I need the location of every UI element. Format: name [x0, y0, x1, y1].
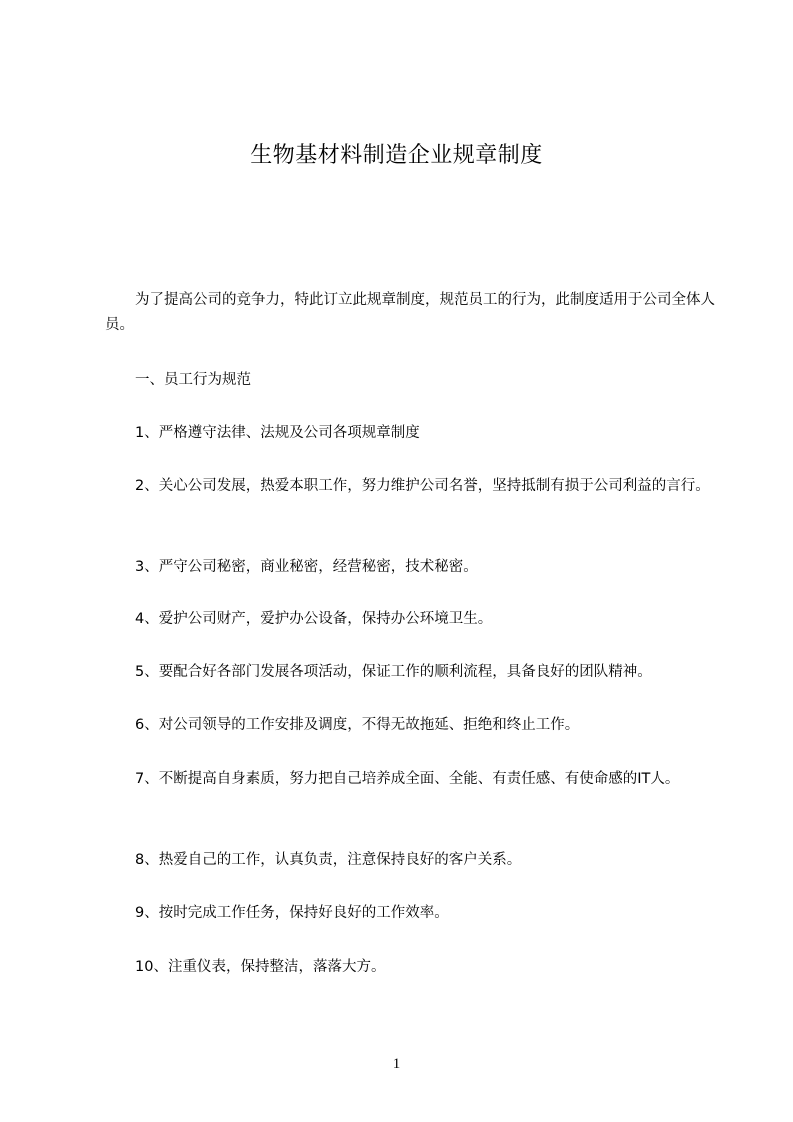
list-item: 4、爱护公司财产，爱护办公设备，保持办公环境卫生。: [135, 611, 493, 627]
list-item: 6、对公司领导的工作安排及调度，不得无故拖延、拒绝和终止工作。: [135, 717, 580, 733]
list-item: 8、热爱自己的工作，认真负责，注意保持良好的客户关系。: [135, 852, 522, 868]
list-item: 1、严格遵守法律、法规及公司各项规章制度: [135, 425, 420, 441]
intro-paragraph: 为了提高公司的竞争力，特此订立此规章制度，规范员工的行为，此制度适用于公司全体人员。: [105, 292, 715, 333]
list-item: 3、严守公司秘密，商业秘密，经营秘密，技术秘密。: [135, 559, 478, 575]
list-item: 10、注重仪表，保持整洁，落落大方。: [135, 959, 386, 975]
page-number: 1: [392, 1056, 401, 1072]
list-item: 2、关心公司发展，热爱本职工作，努力维护公司名誉，坚持抵制有损于公司利益的言行。: [135, 478, 710, 494]
list-item: 5、要配合好各部门发展各项活动，保证工作的顺利流程，具备良好的团队精神。: [135, 664, 652, 680]
list-item: 7、不断提高自身素质，努力把自己培养成全面、全能、有责任感、有使命感的IT人。: [135, 771, 680, 787]
section-heading-behavior: 一、员工行为规范: [135, 372, 251, 388]
document-title: 生物基材料制造企业规章制度: [250, 143, 543, 168]
list-item: 9、按时完成工作任务，保持好良好的工作效率。: [135, 905, 449, 921]
